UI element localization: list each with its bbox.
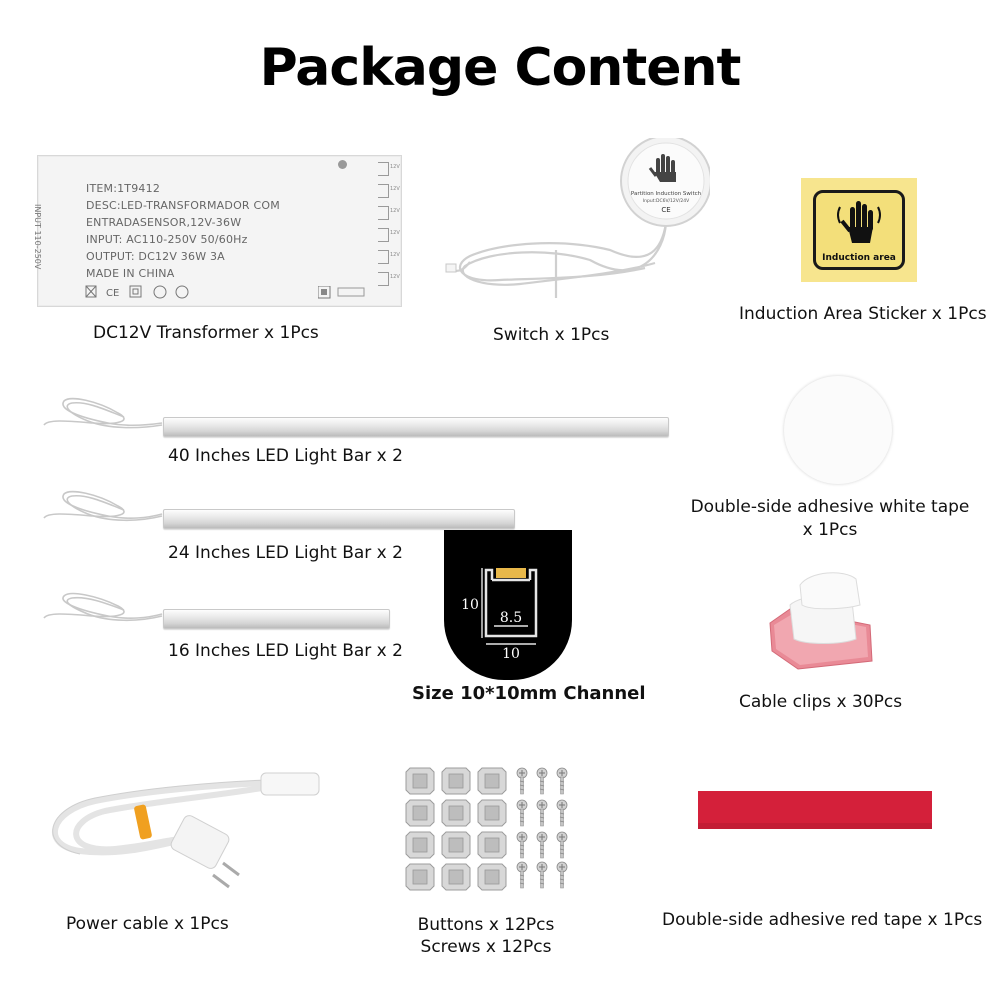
screws <box>517 768 567 888</box>
qr-code-icon <box>318 286 368 300</box>
certification-icons <box>84 284 204 300</box>
output-port <box>378 162 389 176</box>
ce-mark: CE <box>661 206 671 214</box>
transformer-side-text: INPUT 110-250V <box>33 204 42 270</box>
channel-diagram <box>444 530 574 680</box>
transformer-line-1: ITEM:1T9412 <box>86 182 161 195</box>
induction-sticker <box>801 178 917 282</box>
bar-cable-coil <box>38 590 168 630</box>
output-port <box>378 184 389 198</box>
port-label: 12V <box>390 252 400 258</box>
bar-16-caption: 16 Inches LED Light Bar x 2 <box>168 641 403 661</box>
bar-40-caption: 40 Inches LED Light Bar x 2 <box>168 446 403 466</box>
switch-caption: Switch x 1Pcs <box>493 325 610 345</box>
led-bar-16in <box>163 609 390 629</box>
white-tape-caption-2: x 1Pcs <box>802 520 858 540</box>
power-cable-image <box>35 765 335 895</box>
switch-face-subtext: Input:DC6V/12V/24V <box>642 199 690 204</box>
transformer-line-2: DESC:LED-TRANSFORMADOR COM <box>86 199 280 212</box>
output-port <box>378 272 389 286</box>
power-cord <box>55 783 267 852</box>
cable-clip-image <box>760 565 880 675</box>
bar-24-caption: 24 Inches LED Light Bar x 2 <box>168 543 403 563</box>
sticker-caption: Induction Area Sticker x 1Pcs <box>739 304 987 324</box>
transformer-caption: DC12V Transformer x 1Pcs <box>93 323 319 343</box>
cable-tie <box>134 804 153 840</box>
channel-width-label: 10 <box>502 646 520 662</box>
white-tape-disc <box>784 376 892 484</box>
red-tape-caption: Double-side adhesive red tape x 1Pcs <box>662 910 983 930</box>
buttons-caption: Buttons x 12Pcs <box>417 915 555 935</box>
port-label: 12V <box>390 208 400 214</box>
channel-height-label: 10 <box>461 597 479 613</box>
port-label: 12V <box>390 164 400 170</box>
bar-cable-coil <box>38 395 168 435</box>
connector-plug <box>446 264 456 272</box>
white-tape-caption-1: Double-side adhesive white tape <box>690 497 970 517</box>
transformer-line-3: ENTRADASENSOR,12V-36W <box>86 216 242 229</box>
power-connector <box>261 773 319 795</box>
transformer-line-6: MADE IN CHINA <box>86 267 175 280</box>
hand-wave-icon <box>834 197 884 249</box>
buttons-screws-image <box>400 762 585 892</box>
clips-caption: Cable clips x 30Pcs <box>739 692 903 712</box>
port-label: 12V <box>390 274 400 280</box>
output-port <box>378 206 389 220</box>
indicator-dot <box>338 160 347 169</box>
port-label: 12V <box>390 186 400 192</box>
plug-prongs <box>213 863 239 887</box>
svg-text:CE: CE <box>106 288 120 299</box>
transformer-line-4: INPUT: AC110-250V 50/60Hz <box>86 233 248 246</box>
transformer-image <box>33 155 402 307</box>
output-port <box>378 228 389 242</box>
channel-caption: Size 10*10mm Channel <box>412 683 646 704</box>
bar-cable-coil <box>38 488 168 528</box>
screws-caption: Screws x 12Pcs <box>420 937 552 957</box>
port-label: 12V <box>390 230 400 236</box>
mounting-buttons <box>406 768 506 890</box>
switch-image <box>440 138 710 308</box>
power-plug-body <box>169 813 231 870</box>
output-port <box>378 250 389 264</box>
channel-led-strip <box>496 568 526 578</box>
transformer-line-5: OUTPUT: DC12V 36W 3A <box>86 250 225 263</box>
power-cable-caption: Power cable x 1Pcs <box>66 914 229 934</box>
led-bar-40in <box>163 417 669 437</box>
channel-inner-label: 8.5 <box>499 610 523 626</box>
switch-face-text: Partition Induction Switch <box>630 191 702 197</box>
led-bar-24in <box>163 509 515 529</box>
page-title: Package Content <box>259 38 741 98</box>
switch-cable <box>452 223 666 298</box>
red-tape-strip <box>698 791 932 829</box>
sticker-label: Induction area <box>822 253 896 263</box>
